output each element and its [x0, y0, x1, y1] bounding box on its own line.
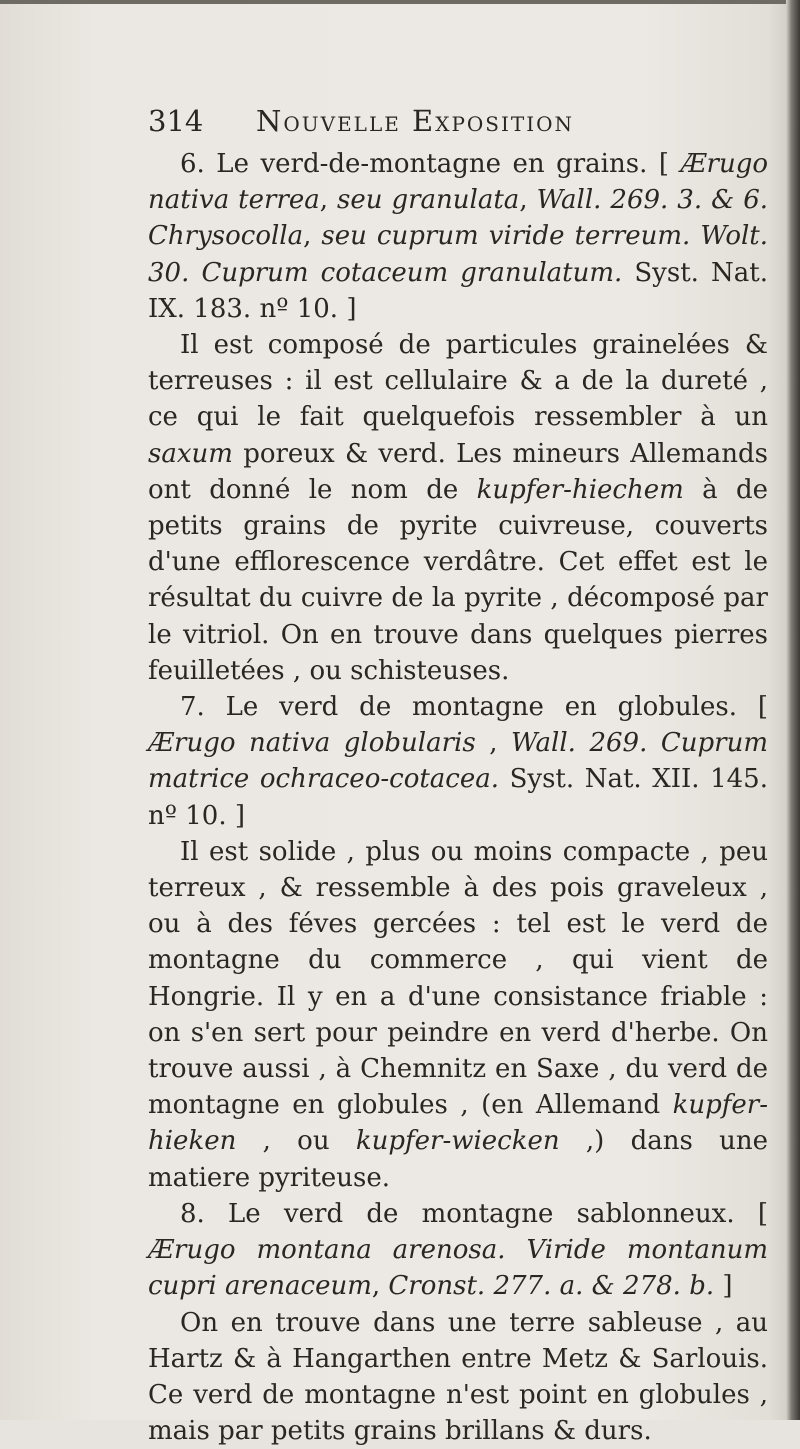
text-segment: ,) dans une matiere pyriteuse.: [148, 1126, 768, 1192]
italic-text: Ærugo nativa terrea: [148, 149, 768, 215]
text-segment: On en trouve dans une terre sableuse , au Hartz & à Hangarthen entre Metz & Sarlouis. Ce verd de montagne n'est point en globules , mais par petits grains brillans & durs.: [148, 1308, 768, 1447]
italic-text: seu cuprum viride terreum. Wolt. 30. Cuprum cotaceum granulatum.: [148, 221, 768, 287]
text-segment: , ou: [236, 1126, 356, 1156]
italic-text: Ærugo montana arenosa. Viride montanum cupri arenaceum: [148, 1235, 768, 1301]
text-segment: ]: [714, 1271, 732, 1301]
text-segment: ,: [303, 221, 321, 251]
text-segment: ,: [320, 185, 337, 215]
italic-text: saxum: [148, 439, 233, 469]
text-segment: 7. Le verd de montagne en globules. [: [180, 692, 768, 722]
italic-text: kupfer-wiecken: [356, 1126, 560, 1156]
text-segment: Il est composé de particules grainelées & terreuses : il est cellulaire & a de la dureté , ce qui le fait quelquefois ressembler à un: [148, 330, 768, 432]
italic-text: Cronst. 277. a. & 278. b.: [388, 1271, 714, 1301]
italic-text: kupfer-hieken: [148, 1090, 768, 1156]
text-segment: Syst. Nat. IX. 183. nº 10. ]: [148, 258, 768, 324]
italic-text: kupfer-hiechem: [477, 475, 684, 505]
text-segment: à de petits grains de pyrite cuivreuse, couverts d'une efflorescence verdâtre. Cet effet est le résultat du cuivre de la pyrite , décomposé par le vitriol. On en trouve dans quelques pierres feuilletées , ou schisteuses.: [148, 475, 768, 686]
text-segment: ,: [476, 728, 511, 758]
paragraph: [148, 146, 768, 327]
body-text: [148, 146, 768, 1449]
text-segment: 6. Le verd-de-montagne en grains. [: [180, 149, 681, 179]
page-number: 314: [148, 104, 203, 138]
text-segment: ,: [372, 1271, 389, 1301]
italic-text: Wall. 269. 3. & 6. Chrysocolla: [148, 185, 768, 251]
paragraph: [148, 1305, 768, 1449]
italic-text: seu granulata: [337, 185, 519, 215]
paragraph: [148, 1196, 768, 1305]
italic-text: Ærugo nativa globularis: [148, 728, 476, 758]
text-segment: ,: [519, 185, 536, 215]
paragraph: [148, 327, 768, 689]
running-header: [148, 104, 708, 144]
text-segment: Il est solide , plus ou moins compacte , peu terreux , & ressemble à des pois graveleux , ou à des féves gercées : tel est le verd de montagne du commerce , qui vient de Hongrie. Il y en a d'une consistance friable : on s'en sert pour peindre en verd d'herbe. On trouve aussi , à Chemnitz en Saxe , du verd de montagne en globules , (en Allemand: [148, 837, 768, 1120]
book-spine-shadow: [786, 0, 800, 1420]
text-segment: 8. Le verd de montagne sablonneux. [: [180, 1199, 768, 1229]
running-title: Nouvelle Exposition: [256, 104, 574, 138]
text-segment: Syst. Nat. XII. 145. nº 10. ]: [148, 764, 768, 830]
paragraph: [148, 834, 768, 1196]
text-segment: poreux & verd. Les mineurs Allemands ont donné le nom de: [148, 439, 768, 505]
page-top-edge: [0, 0, 800, 4]
paragraph: [148, 689, 768, 834]
italic-text: Wall. 269. Cuprum matrice ochraceo-cotacea.: [148, 728, 768, 794]
